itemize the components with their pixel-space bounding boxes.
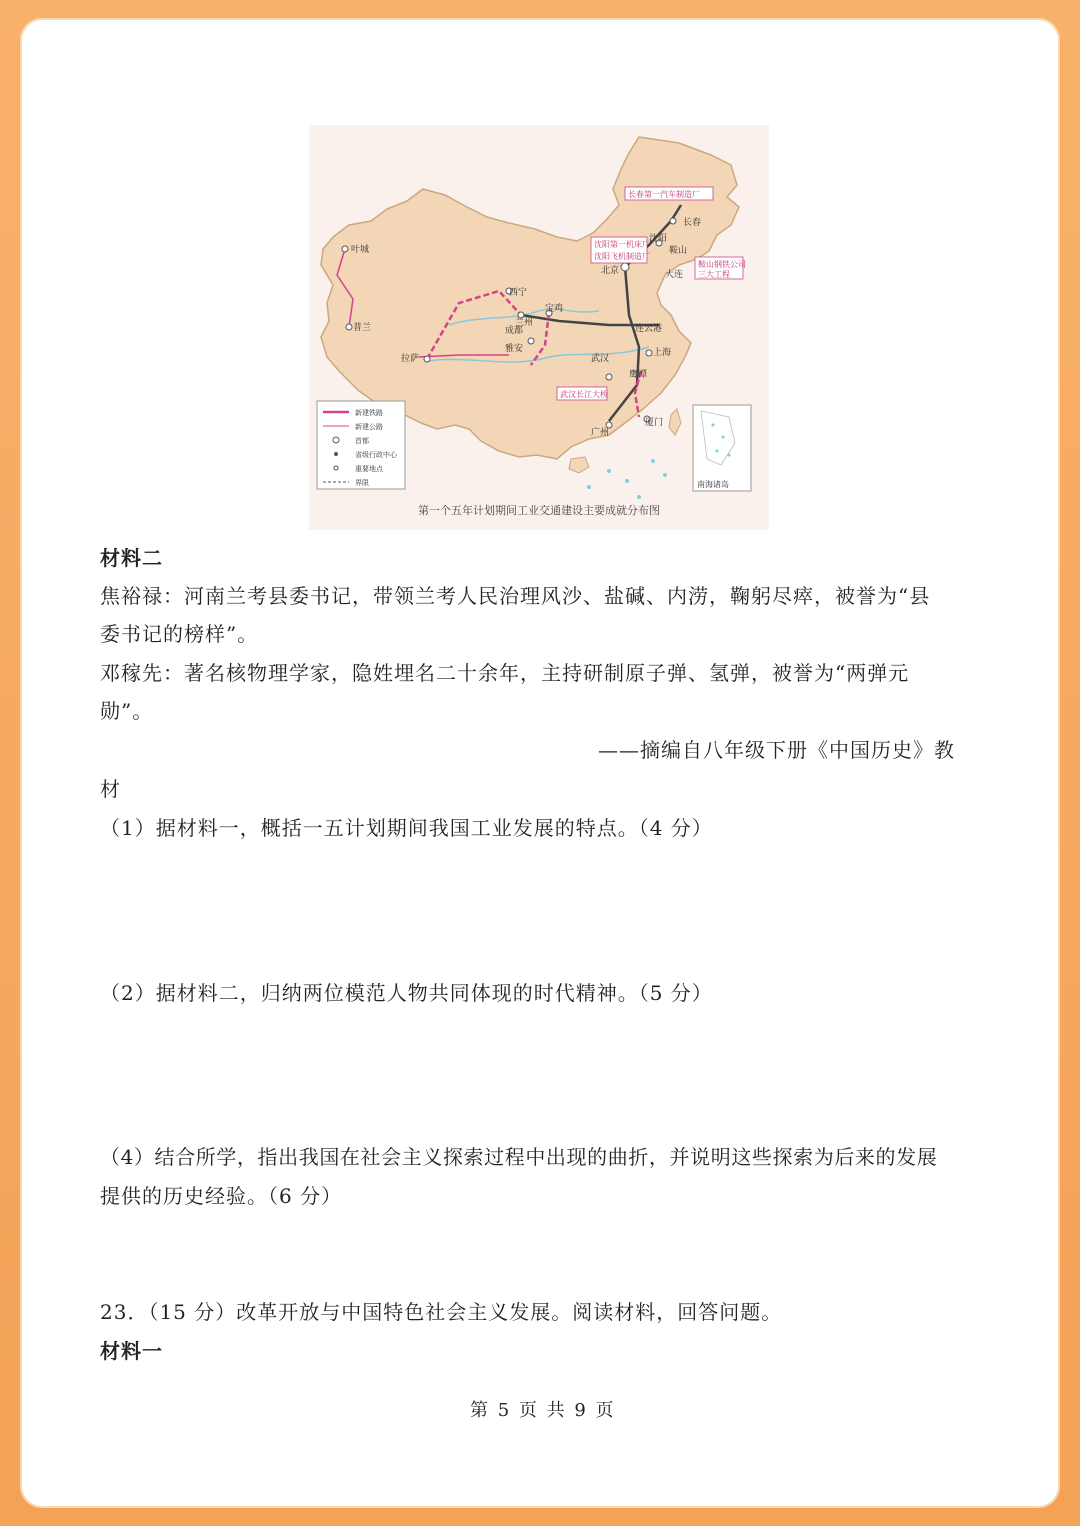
- paragraph-jiao-yulu: 焦裕禄：河南兰考县委书记，带领兰考人民治理风沙、盐碱、内涝，鞠躬尽瘁，被誉为“县: [100, 584, 931, 608]
- map-figure: [309, 125, 769, 530]
- material-two-title: 材料二: [100, 546, 163, 570]
- paragraph-deng-jiaxian-cont: 勋”。: [100, 699, 154, 723]
- south-sea-inset: [693, 405, 751, 491]
- project-label: 长春第一汽车制造厂: [628, 190, 700, 199]
- question-1: （1）据材料一，概括一五计划期间我国工业发展的特点。（4 分）: [100, 816, 713, 840]
- city-label: 长春: [683, 218, 702, 228]
- legend-label: 首都: [355, 437, 369, 445]
- legend-label: 新建铁路: [355, 409, 383, 417]
- city-label: 厦门: [645, 418, 664, 428]
- map-caption: 第一个五年计划期间工业交通建设主要成就分布图: [418, 504, 660, 517]
- source-citation-cont: 材: [100, 777, 121, 801]
- city-label: 上海: [653, 348, 672, 358]
- city-label: 大连: [665, 270, 684, 280]
- map-legend: [317, 401, 405, 489]
- material-one-title: 材料一: [100, 1339, 163, 1363]
- question-23: 23．（15 分）改革开放与中国特色社会主义发展。阅读材料，回答问题。: [100, 1300, 783, 1324]
- city-label: 叶城: [351, 245, 370, 255]
- project-label: 沈阳第一机床厂: [594, 240, 650, 249]
- taiwan-island: [669, 409, 681, 435]
- china-map: [309, 125, 769, 530]
- legend-label: 重要地点: [355, 465, 383, 473]
- city-label: 雅安: [505, 344, 524, 354]
- question-2: （2）据材料二，归纳两位模范人物共同体现的时代精神。（5 分）: [100, 981, 713, 1005]
- city-label: 宝鸡: [545, 304, 564, 314]
- city-label: 连云港: [635, 324, 663, 334]
- hainan-island: [569, 457, 589, 473]
- city-label: 鹰潭: [629, 370, 648, 380]
- project-label: 鞍山钢铁公司: [698, 260, 746, 269]
- project-label: 武汉长江大桥: [560, 390, 608, 399]
- page-number: 第 5 页 共 9 页: [470, 1400, 616, 1421]
- legend-label: 界限: [355, 479, 369, 487]
- city-label: 武汉: [591, 354, 610, 364]
- project-label: 三大工程: [698, 270, 730, 279]
- project-label: 沈阳飞机制造厂: [594, 252, 650, 261]
- city-label: 沈阳: [649, 234, 668, 244]
- city-label: 兰州: [515, 318, 534, 328]
- paragraph-deng-jiaxian: 邓稼先：著名核物理学家，隐姓埋名二十余年，主持研制原子弹、氢弹，被誉为“两弹元: [100, 661, 910, 685]
- question-4: （4）结合所学，指出我国在社会主义探索过程中出现的曲折，并说明这些探索为后来的发展: [100, 1145, 938, 1169]
- sea-dots: [587, 459, 667, 499]
- legend-label: 省级行政中心: [355, 451, 397, 459]
- inset-label: 南海诸岛: [697, 480, 729, 489]
- city-label: 北京: [601, 266, 620, 276]
- paragraph-jiao-yulu-cont: 委书记的榜样”。: [100, 622, 259, 646]
- source-citation: ——摘编自八年级下册《中国历史》教: [598, 738, 955, 762]
- city-label: 拉萨: [401, 354, 420, 364]
- city-label: 广州: [591, 428, 610, 438]
- legend-label: 新建公路: [355, 423, 383, 431]
- question-4-cont: 提供的历史经验。（6 分）: [100, 1184, 343, 1208]
- city-label: 普兰: [353, 323, 372, 333]
- city-label: 西宁: [509, 288, 528, 298]
- city-label: 鞍山: [669, 246, 688, 256]
- city-label: 成都: [505, 326, 524, 336]
